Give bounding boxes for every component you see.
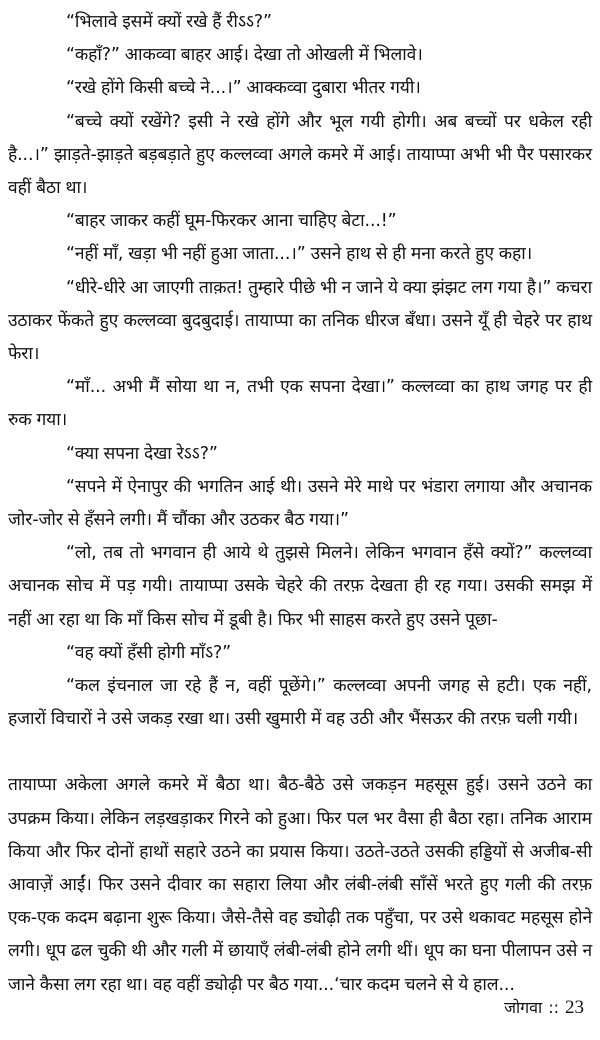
paragraph-9: “क्या सपना देखा रेऽऽ?” xyxy=(66,443,218,464)
book-page xyxy=(8,6,592,1002)
paragraph-7: “धीरे-धीरे आ जाएगी ताक़त! तुम्हारे पीछे भी न जाने ये क्या झंझट लग गया है।” कचरा उठाकर फेंकते हुए कल्लव्वा बुदबुदाई। तायाप्पा का तनिक धीरज बँधा। उसने यूँ ही चेहरे पर हाथ फेरा। xyxy=(8,277,592,365)
paragraph-11: “लो, तब तो भगवान ही आये थे तुझसे मिलने। लेकिन भगवान हँसे क्यों?” कल्लव्वा अचानक सोच में पड़ गयी। तायाप्पा उसके चेहरे की तरफ़ देखता ही रह गया। उसकी समझ में नहीं आ रहा था कि माँ किस सोच में डूबी है। फिर भी साहस करते हुए उसने पूछा- xyxy=(8,543,592,630)
paragraph-13: “कल इंचनाल जा रहे हैं न, वहीं पूछेंगे।” कल्लव्वा अपनी जगह से हटी। एक नहीं, हजारों विचारों ने उसे जकड़ रखा था। उसी खुमारी में वह उठी और भैंसऊर की तरफ़ चली गयी। xyxy=(8,676,592,730)
paragraph-4: “बच्चे क्यों रखेंगे? इसी ने रखे होंगे और भूल गयी होगी। अब बच्चों पर धकेल रही है...।” झाड़ते-झाड़ते बड़बड़ाते हुए कल्लव्वा अगले कमरे में आई। तायाप्पा अभी भी पैर पसारकर वहीं बैठा था। xyxy=(8,111,592,199)
book-title: जोगवा xyxy=(504,998,543,1017)
paragraph-12: “वह क्यों हँसी होगी माँऽ?” xyxy=(66,642,232,663)
footer-separator: :: xyxy=(548,998,559,1017)
paragraph-14: तायाप्पा अकेला अगले कमरे में बैठा था। बैठ-बैठे उसे जकड़न महसूस हुई। उसने उठने का उपक्रम किया। लेकिन लड़खड़ाकर गिरने को हुआ। फिर पल भर वैसा ही बैठा रहा। तनिक आराम किया और फिर दोनों हाथों सहारे उठने का प्रयास किया। उठते-उठते उसकी हड्डियों से अजीब-सी आवाज़ें आईं। फिर उसने दीवार का सहारा लिया और लंबी-लंबी साँसें भरते हुए गली की तरफ़ एक-एक कदम बढ़ाना शुरू किया। जैसे-तैसे वह ड्योढ़ी तक पहुँचा, पर उसे थकावट महसूस होने लगी। धूप ढल चुकी थी और गली में छायाएँ लंबी-लंबी होने लगी थीं। धूप का घना पीलापन उसे न जाने कैसा लग रहा था। वह वहीं ड्योढ़ी पर बैठ गया...‘चार कदम चलने से ये हाल... xyxy=(8,775,593,995)
page-footer xyxy=(504,998,584,1018)
paragraph-1: “भिलावे इसमें क्यों रखे हैं रीऽऽ?” xyxy=(66,12,272,32)
paragraph-2: “कहाँ?” आकव्वा बाहर आई। देखा तो ओखली में भिलावे। xyxy=(66,45,423,66)
paragraph-3: “रखे होंगे किसी बच्चे ने...।” आक्कव्वा दुबारा भीतर गयी। xyxy=(66,78,421,99)
paragraph-10: “सपने में ऐनापुर की भगतिन आई थी। उसने मेरे माथे पर भंडारा लगाया और अचानक जोर-जोर से हँसने लगी। मैं चौंका और उठकर बैठ गया।” xyxy=(8,476,592,531)
paragraph-5: “बाहर जाकर कहीं घूम-फिरकर आना चाहिए बेटा...!” xyxy=(66,211,397,232)
paragraph-6: “नहीं माँ, खड़ा भी नहीं हुआ जाता...।” उसने हाथ से ही मना करते हुए कहा। xyxy=(66,244,533,265)
paragraph-8: “माँ... अभी मैं सोया था न, तभी एक सपना देखा।” कल्लव्वा का हाथ जगह पर ही रुक गया। xyxy=(8,377,592,431)
page-number: 23 xyxy=(565,997,584,1018)
section-break xyxy=(8,736,592,769)
